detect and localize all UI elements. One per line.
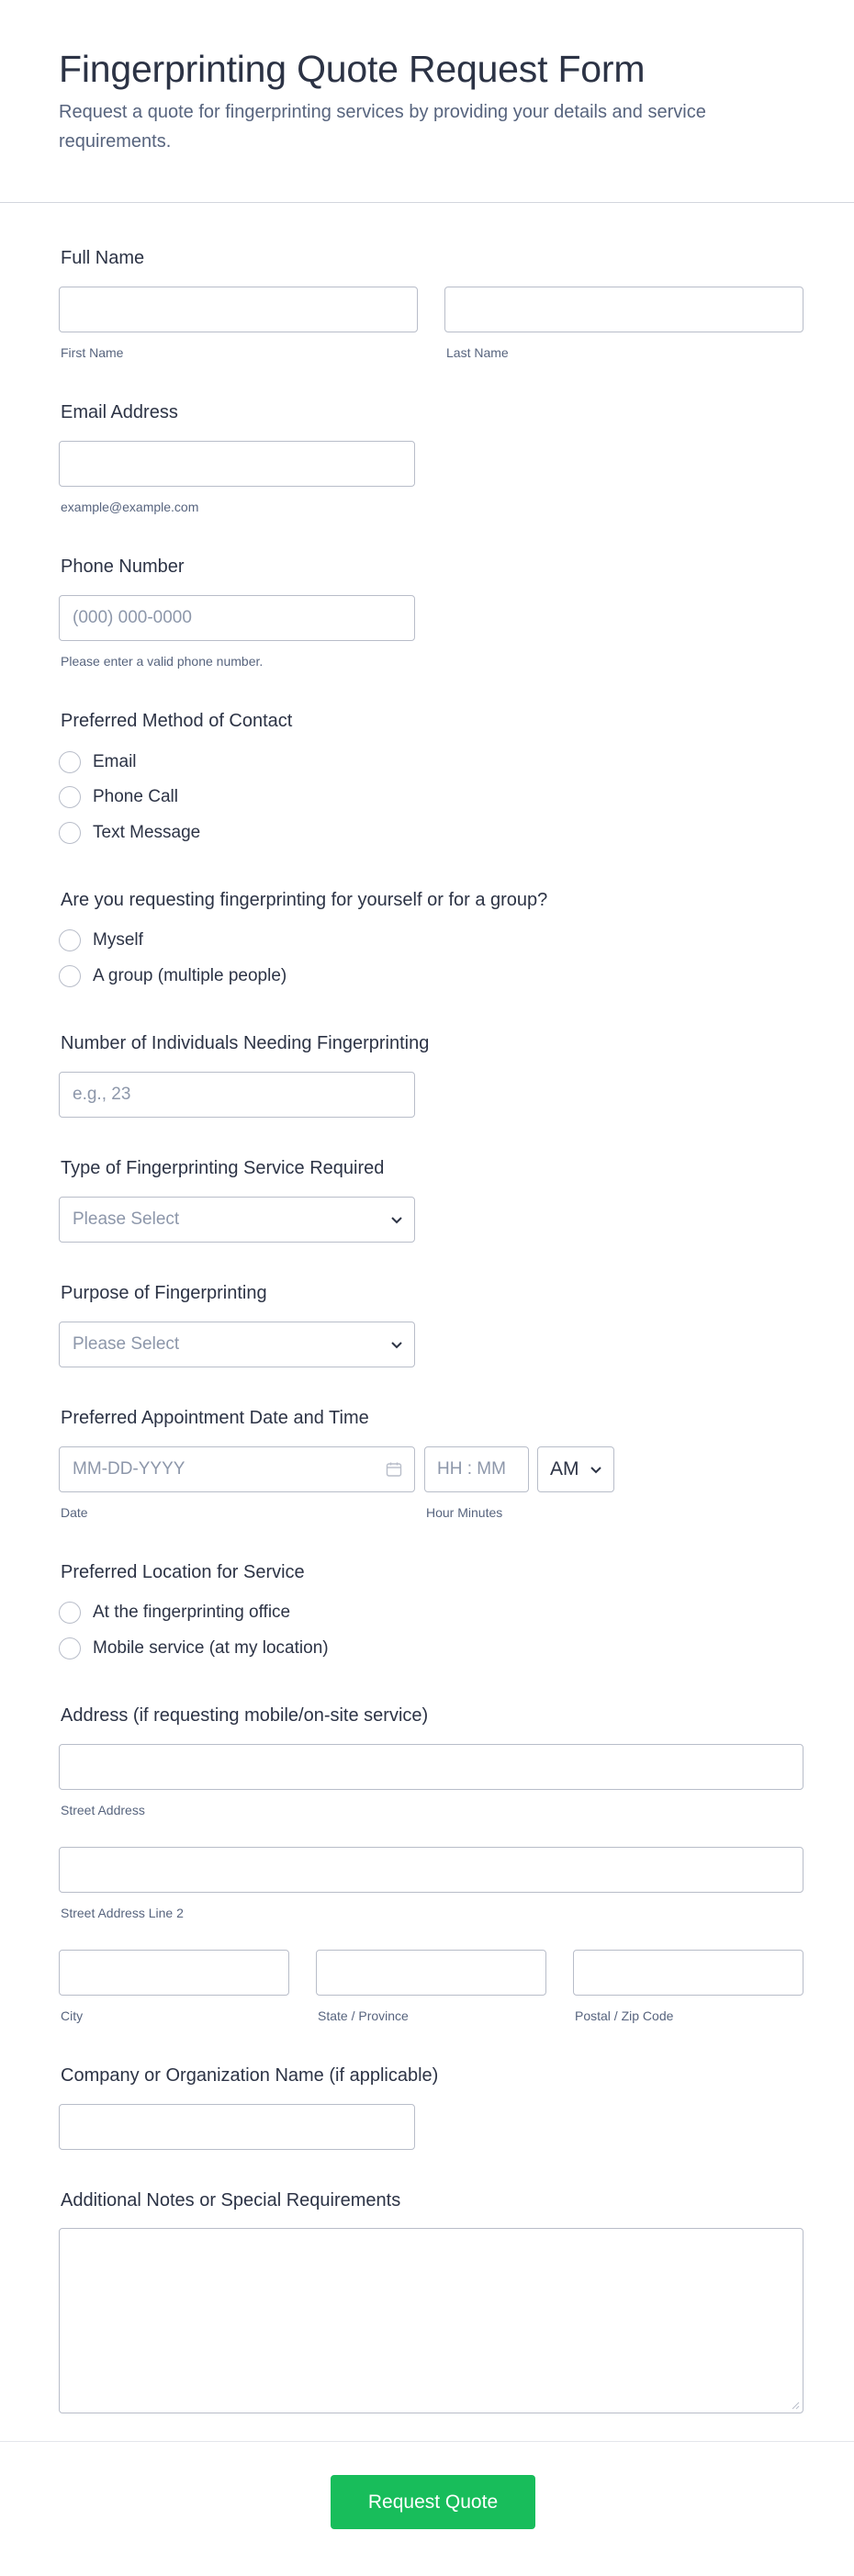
location-option-office[interactable] — [59, 1600, 290, 1625]
chevron-down-icon — [590, 1463, 602, 1476]
radio-button[interactable] — [59, 786, 81, 808]
date-placeholder: MM-DD-YYYY — [73, 1459, 185, 1479]
street-address-2-sublabel: Street Address Line 2 — [61, 1906, 184, 1920]
state-sublabel: State / Province — [318, 2008, 409, 2023]
street-address-sublabel: Street Address — [61, 1803, 145, 1817]
radio-button[interactable] — [59, 1637, 81, 1659]
email-input[interactable] — [59, 441, 415, 487]
contact-option-phone-call[interactable] — [59, 784, 178, 810]
last-name-input[interactable] — [444, 287, 803, 332]
street-address-2-input[interactable] — [59, 1847, 803, 1893]
time-sublabel: Hour Minutes — [426, 1505, 503, 1520]
time-placeholder: HH : MM — [437, 1459, 506, 1479]
count-input[interactable] — [59, 1072, 415, 1118]
company-input[interactable] — [59, 2104, 415, 2150]
purpose-label: Purpose of Fingerprinting — [61, 1283, 267, 1303]
service-type-select[interactable] — [59, 1197, 415, 1243]
zip-input[interactable] — [573, 1950, 803, 1996]
form-title: Fingerprinting Quote Request Form — [59, 48, 646, 90]
state-input[interactable] — [316, 1950, 546, 1996]
radio-label: Phone Call — [93, 787, 178, 806]
chevron-down-icon — [390, 1213, 403, 1226]
count-placeholder: e.g., 23 — [73, 1085, 131, 1104]
radio-button[interactable] — [59, 822, 81, 844]
service-type-value: Please Select — [73, 1209, 180, 1229]
city-sublabel: City — [61, 2008, 84, 2023]
city-input[interactable] — [59, 1950, 289, 1996]
street-address-input[interactable] — [59, 1744, 803, 1790]
location-label: Preferred Location for Service — [61, 1562, 305, 1582]
chevron-down-icon — [390, 1338, 403, 1351]
requester-option-myself[interactable] — [59, 928, 143, 953]
resize-handle-icon[interactable] — [791, 2401, 800, 2410]
radio-label: Mobile service (at my location) — [93, 1638, 329, 1658]
radio-button[interactable] — [59, 929, 81, 951]
address-label: Address (if requesting mobile/on-site service) — [61, 1705, 429, 1726]
email-sublabel: example@example.com — [61, 500, 199, 514]
company-label: Company or Organization Name (if applicable) — [61, 2065, 439, 2086]
location-option-mobile[interactable] — [59, 1636, 329, 1661]
request-quote-button[interactable]: Request Quote — [331, 2475, 535, 2529]
requester-option-group[interactable] — [59, 963, 287, 989]
time-input[interactable] — [424, 1446, 529, 1492]
first-name-sublabel: First Name — [61, 345, 124, 360]
date-input[interactable] — [59, 1446, 415, 1492]
radio-label: Email — [93, 752, 137, 771]
contact-option-text-message[interactable] — [59, 820, 200, 846]
ampm-value: AM — [550, 1458, 579, 1479]
zip-sublabel: Postal / Zip Code — [575, 2008, 674, 2023]
full-name-label: Full Name — [61, 248, 145, 268]
appointment-label: Preferred Appointment Date and Time — [61, 1408, 369, 1428]
phone-input[interactable] — [59, 595, 415, 641]
radio-label: At the fingerprinting office — [93, 1603, 291, 1622]
radio-label: Myself — [93, 930, 143, 950]
purpose-value: Please Select — [73, 1334, 180, 1354]
phone-sublabel: Please enter a valid phone number. — [61, 654, 264, 669]
phone-label: Phone Number — [61, 557, 185, 577]
form-header — [0, 0, 854, 203]
radio-label: A group (multiple people) — [93, 966, 287, 985]
radio-button[interactable] — [59, 751, 81, 773]
last-name-sublabel: Last Name — [446, 345, 509, 360]
ampm-select[interactable] — [537, 1446, 614, 1492]
notes-textarea[interactable] — [59, 2228, 803, 2413]
notes-label: Additional Notes or Special Requirements — [61, 2190, 401, 2210]
radio-button[interactable] — [59, 1602, 81, 1624]
count-label: Number of Individuals Needing Fingerprinting — [61, 1033, 430, 1053]
calendar-icon[interactable] — [386, 1461, 402, 1478]
phone-placeholder: (000) 000-0000 — [73, 608, 192, 627]
contact-method-label: Preferred Method of Contact — [61, 711, 293, 731]
purpose-select[interactable] — [59, 1322, 415, 1367]
radio-button[interactable] — [59, 965, 81, 987]
contact-option-email[interactable] — [59, 749, 137, 775]
form-subtitle: Request a quote for fingerprinting services by providing your details and service requirements. — [59, 102, 706, 152]
radio-label: Text Message — [93, 823, 201, 842]
requester-label: Are you requesting fingerprinting for yourself or for a group? — [61, 890, 548, 910]
email-label: Email Address — [61, 402, 178, 422]
first-name-input[interactable] — [59, 287, 418, 332]
date-sublabel: Date — [61, 1505, 88, 1520]
service-type-label: Type of Fingerprinting Service Required — [61, 1158, 385, 1178]
